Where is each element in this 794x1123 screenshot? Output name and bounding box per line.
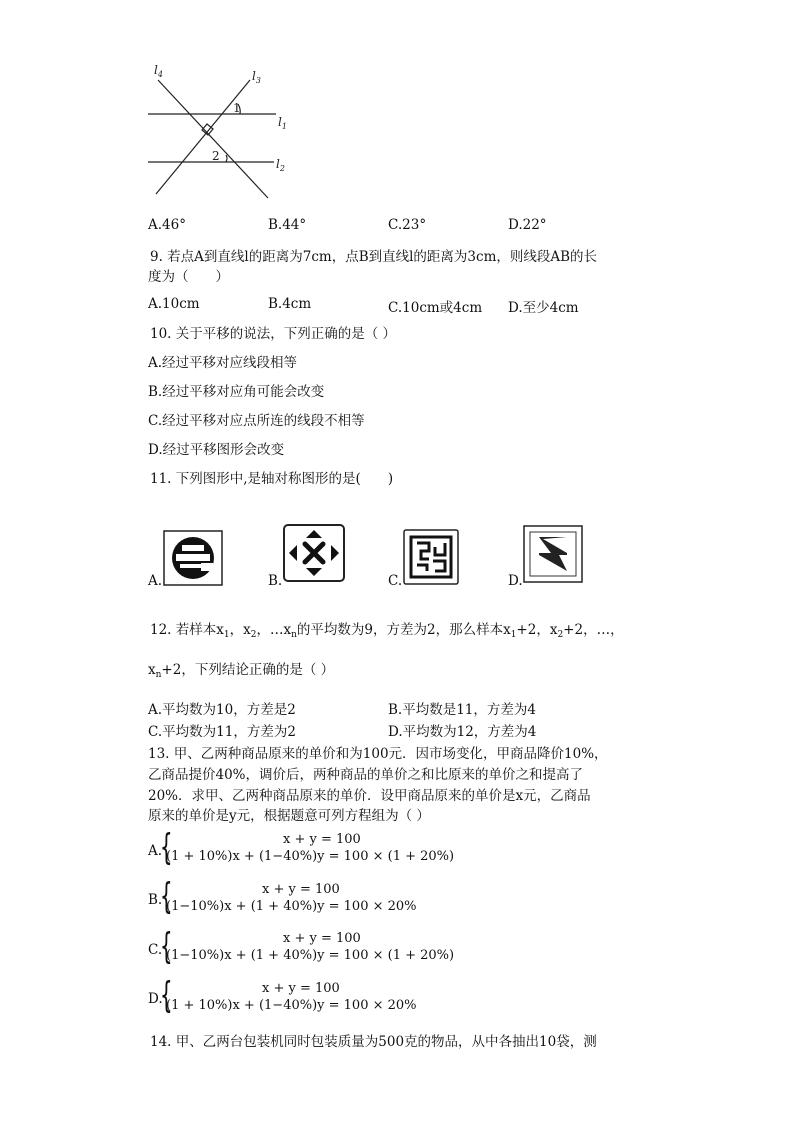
q12-option-d: D.平均数为12，方差为4 <box>388 724 537 740</box>
q8-option-d: D.22° <box>508 217 547 233</box>
label-angle1: 1 <box>233 101 241 115</box>
q10-option-d: D.经过平移图形会改变 <box>148 442 285 458</box>
q12-sub-nb: n <box>155 670 162 680</box>
parallel-lines-figure <box>140 60 300 200</box>
label-l2: $l_2$ <box>276 157 285 173</box>
q13-stem-line3: 20%．求甲、乙两种商品原来的单价．设甲商品原来的单价是x元，乙商品 <box>148 788 591 804</box>
q13-stem-line4: 原来的单价是y元，根据题意可列方程组为（ ） <box>148 808 430 824</box>
q13-option-d-brace: { <box>160 975 173 1016</box>
label-angle2: 2 <box>212 149 220 163</box>
s-lightning-icon <box>523 525 583 583</box>
q13-option-d-label: D. <box>148 991 163 1007</box>
q12-sub-1b: 1 <box>510 630 517 640</box>
q12-text-8: +2，下列结论正确的是（ ） <box>161 662 335 678</box>
q13-option-d-eq1: x + y = 100 <box>262 981 340 996</box>
q13-option-b-eq1: x + y = 100 <box>262 882 340 897</box>
q12-sub-2b: 2 <box>557 630 564 640</box>
q12-option-b: B.平均数是11，方差为4 <box>388 702 536 718</box>
q13-stem-line2: 乙商品提价40%，调价后，两种商品的单价之和比原来的单价之和提高了 <box>148 767 584 783</box>
q13-option-d-eq2: (1 + 10%)x + (1−40%)y = 100 × 20% <box>166 998 417 1013</box>
q9-option-a: A.10cm <box>148 296 200 312</box>
q10-option-c: C.经过平移对应点所连的线段不相等 <box>148 413 365 429</box>
line-l3 <box>156 80 250 194</box>
q11-option-d-label: D. <box>508 573 523 589</box>
q12-option-c: C.平均数为11，方差为2 <box>148 724 296 740</box>
q10-stem: 10. 关于平移的说法，下列正确的是（ ） <box>150 326 397 342</box>
q9-option-d: D.至少4cm <box>508 300 579 316</box>
q12-text-4: 的平均数为9，方差为2，那么样本x <box>296 622 511 638</box>
q13-option-c-eq1: x + y = 100 <box>283 931 361 946</box>
q13-option-b-label: B. <box>148 892 163 908</box>
q9-option-b: B.4cm <box>268 296 312 312</box>
letter-e-icon <box>163 530 223 586</box>
q11-option-c-label: C. <box>388 573 403 589</box>
q11-stem: 11. 下列图形中,是轴对称图形的是( ) <box>150 471 394 487</box>
q13-option-c-brace: { <box>160 926 173 967</box>
q13-option-c-eq2: (1−10%)x + (1 + 40%)y = 100 × (1 + 20%) <box>166 948 455 963</box>
q8-option-b: B.44° <box>268 217 307 233</box>
label-l4: $l_4$ <box>154 63 163 79</box>
q10-option-a: A.经过平移对应线段相等 <box>148 355 298 371</box>
q13-stem-line1: 13. 甲、乙两种商品原来的单价和为100元．因市场变化，甲商品降价10%， <box>148 746 608 762</box>
q9-stem-line1: 9. 若点A到直线l的距离为7cm，点B到直线l的距离为3cm，则线段AB的长 <box>150 249 598 265</box>
q12-sub-1: 1 <box>223 630 230 640</box>
arrows-x-icon <box>283 524 345 582</box>
q12-option-a: A.平均数为10，方差是2 <box>148 702 296 718</box>
label-l1: $l_1$ <box>278 115 287 131</box>
q13-option-a-label: A. <box>148 843 163 859</box>
q13-option-a-eq1: x + y = 100 <box>283 832 361 847</box>
q10-option-b: B.经过平移对应角可能会改变 <box>148 384 325 400</box>
q12-text-7: x <box>148 662 156 678</box>
line-l4 <box>158 80 268 198</box>
q12-text-1: 12. 若样本x <box>150 622 224 638</box>
q9-stem-line2: 度为（ ） <box>148 269 229 285</box>
q13-option-b-brace: { <box>160 876 173 917</box>
q13-option-b-eq2: (1−10%)x + (1 + 40%)y = 100 × 20% <box>166 899 417 914</box>
q8-option-c: C.23° <box>388 217 427 233</box>
q14-stem-line1: 14. 甲、乙两台包装机同时包装质量为500克的物品，从中各抽出10袋，测 <box>150 1034 597 1050</box>
q8-option-a: A.46° <box>148 217 186 233</box>
q13-option-c-label: C. <box>148 942 163 958</box>
label-l3: $l_3$ <box>252 69 261 85</box>
q12-sub-n: n <box>291 630 297 640</box>
angle2-arc <box>226 155 227 162</box>
q11-option-b-label: B. <box>268 573 283 589</box>
q13-option-a-eq2: (1 + 10%)x + (1−40%)y = 100 × (1 + 20%) <box>166 849 455 864</box>
q12-text-5: +2，x <box>516 622 558 638</box>
q12-sub-2: 2 <box>250 630 257 640</box>
q12-stem-line1 <box>150 618 624 640</box>
q12-text-6: +2，…， <box>563 622 624 638</box>
q9-option-c: C.10cm或4cm <box>388 300 483 316</box>
q11-option-a-label: A. <box>148 573 163 589</box>
q12-text-2: ，x <box>229 622 251 638</box>
q13-option-a-brace: { <box>160 827 173 868</box>
q12-text-3: ，…x <box>256 622 292 638</box>
maze-square-icon <box>403 529 459 585</box>
q12-stem-line2 <box>148 658 334 680</box>
